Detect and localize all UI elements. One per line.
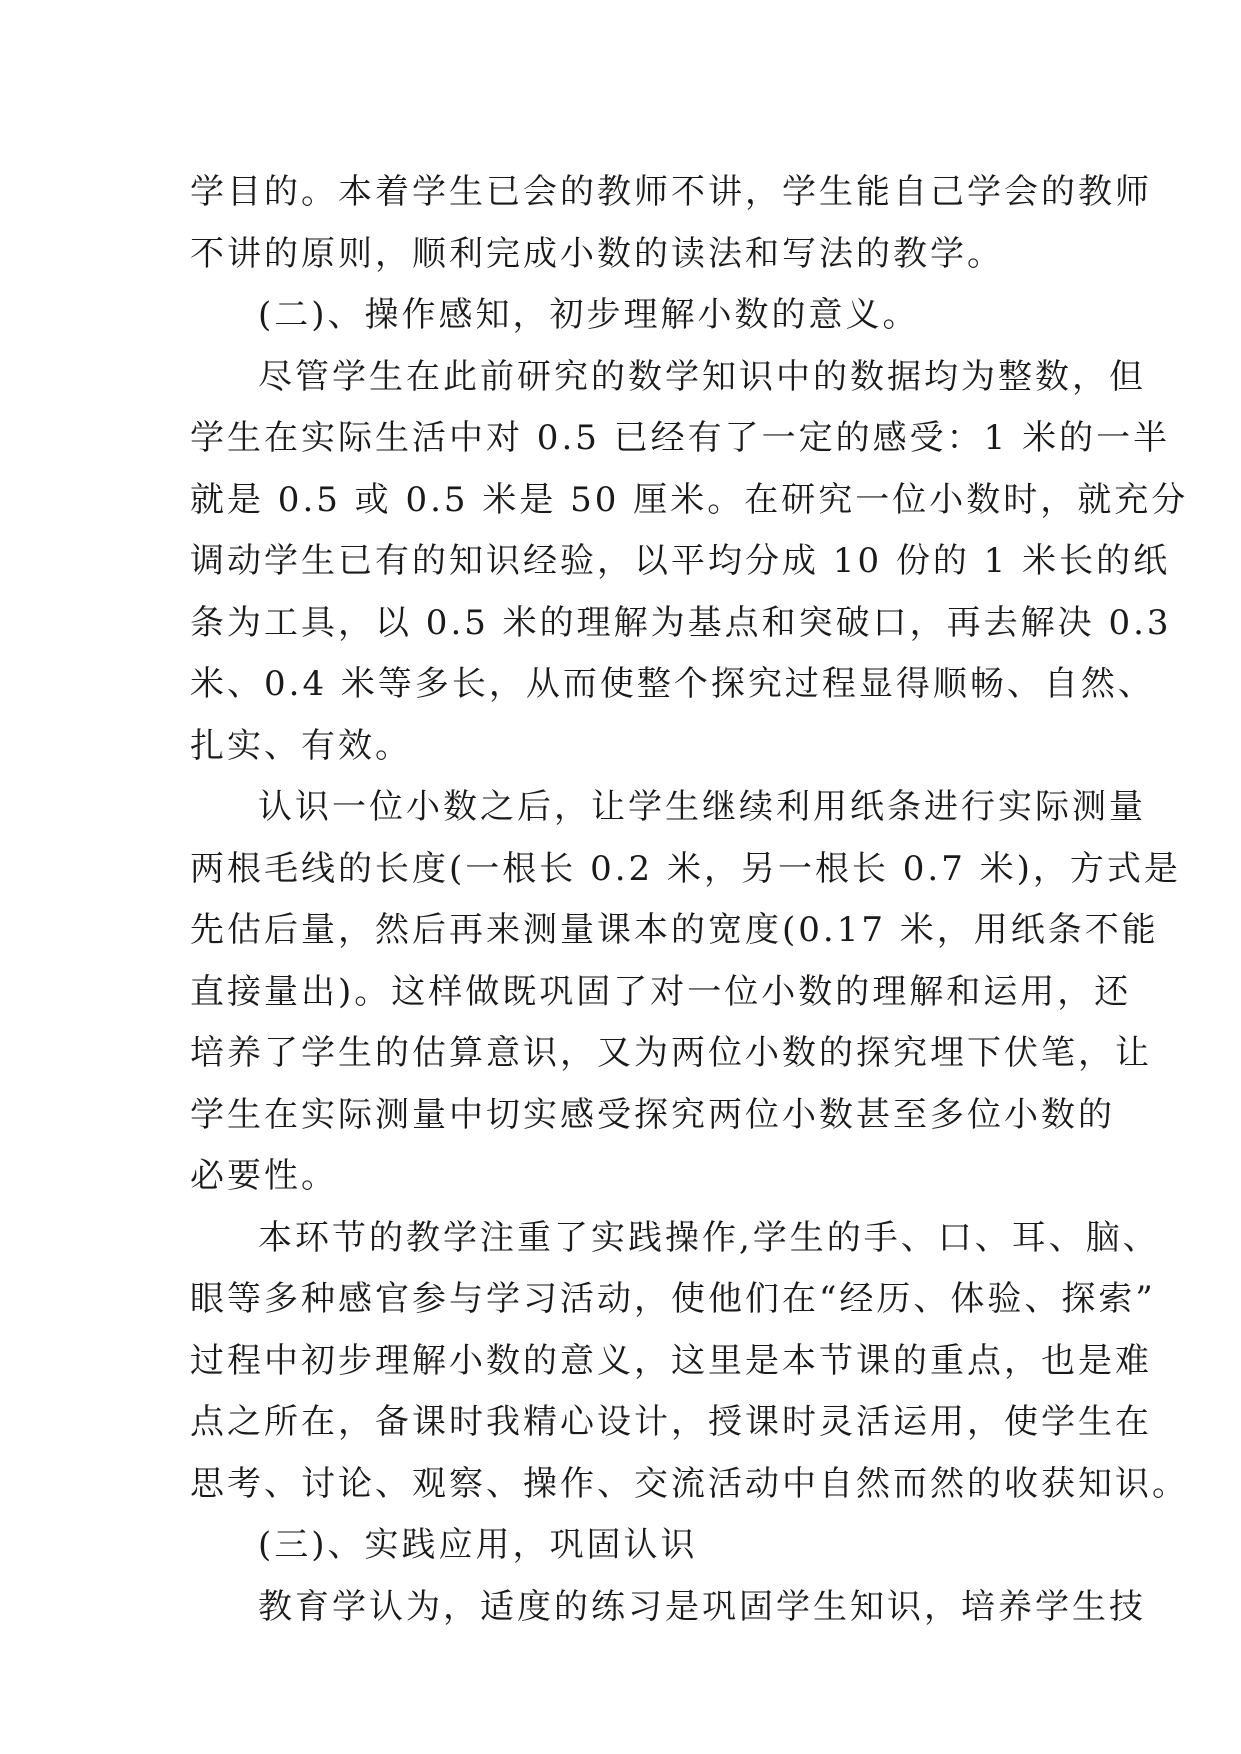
text-line: 调动学生已有的知识经验，以平均分成 10 份的 1 米长的纸 xyxy=(190,541,1171,581)
section-heading: (三)、实践应用，巩固认识 xyxy=(258,1525,698,1565)
text-line: 必要性。 xyxy=(190,1156,338,1196)
text-line: 本环节的教学注重了实践操作,学生的手、口、耳、脑、 xyxy=(258,1217,1160,1258)
text-line: 点之所在，备课时我精心设计，授课时灵活运用，使学生在 xyxy=(190,1402,1152,1442)
text-line: 尽管学生在此前研究的数学知识中的数据均为整数，但 xyxy=(258,356,1146,397)
text-line: 思考、讨论、观察、操作、交流活动中自然而然的收获知识。 xyxy=(190,1463,1189,1504)
text-line: 学生在实际生活中对 0.5 已经有了一定的感受：1 米的一半 xyxy=(190,418,1171,458)
section-heading: (二)、操作感知，初步理解小数的意义。 xyxy=(258,295,920,335)
text-line: 教育学认为，适度的练习是巩固学生知识，培养学生技 xyxy=(258,1586,1146,1627)
text-line: 就是 0.5 或 0.5 米是 50 厘米。在研究一位小数时，就充分 xyxy=(190,479,1189,520)
text-line: 扎实、有效。 xyxy=(190,725,412,766)
text-line: 直接量出)。这样做既巩固了对一位小数的理解和运用，还 xyxy=(190,971,1132,1012)
text-line: 培养了学生的估算意识，又为两位小数的探究埋下伏笔，让 xyxy=(190,1033,1152,1073)
text-line: 认识一位小数之后，让学生继续利用纸条进行实际测量 xyxy=(258,787,1146,827)
text-line: 米、0.4 米等多长，从而使整个探究过程显得顺畅、自然、 xyxy=(190,664,1155,704)
text-line: 条为工具，以 0.5 米的理解为基点和突破口，再去解决 0.3 xyxy=(190,602,1172,643)
document-body xyxy=(190,162,1189,1638)
text-line: 先估后量，然后再来测量课本的宽度(0.17 米，用纸条不能 xyxy=(190,910,1159,950)
text-line: 过程中初步理解小数的意义，这里是本节课的重点，也是难 xyxy=(190,1340,1152,1381)
text-line: 眼等多种感官参与学习活动，使他们在“经历、体验、探索” xyxy=(190,1279,1156,1319)
text-line: 学生在实际测量中切实感受探究两位小数甚至多位小数的 xyxy=(190,1094,1115,1135)
text-line: 不讲的原则，顺利完成小数的读法和写法的教学。 xyxy=(190,233,1004,274)
text-line: 两根毛线的长度(一根长 0.2 米，另一根长 0.7 米)，方式是 xyxy=(190,848,1181,889)
text-line: 学目的。本着学生已会的教师不讲，学生能自己学会的教师 xyxy=(190,172,1152,212)
